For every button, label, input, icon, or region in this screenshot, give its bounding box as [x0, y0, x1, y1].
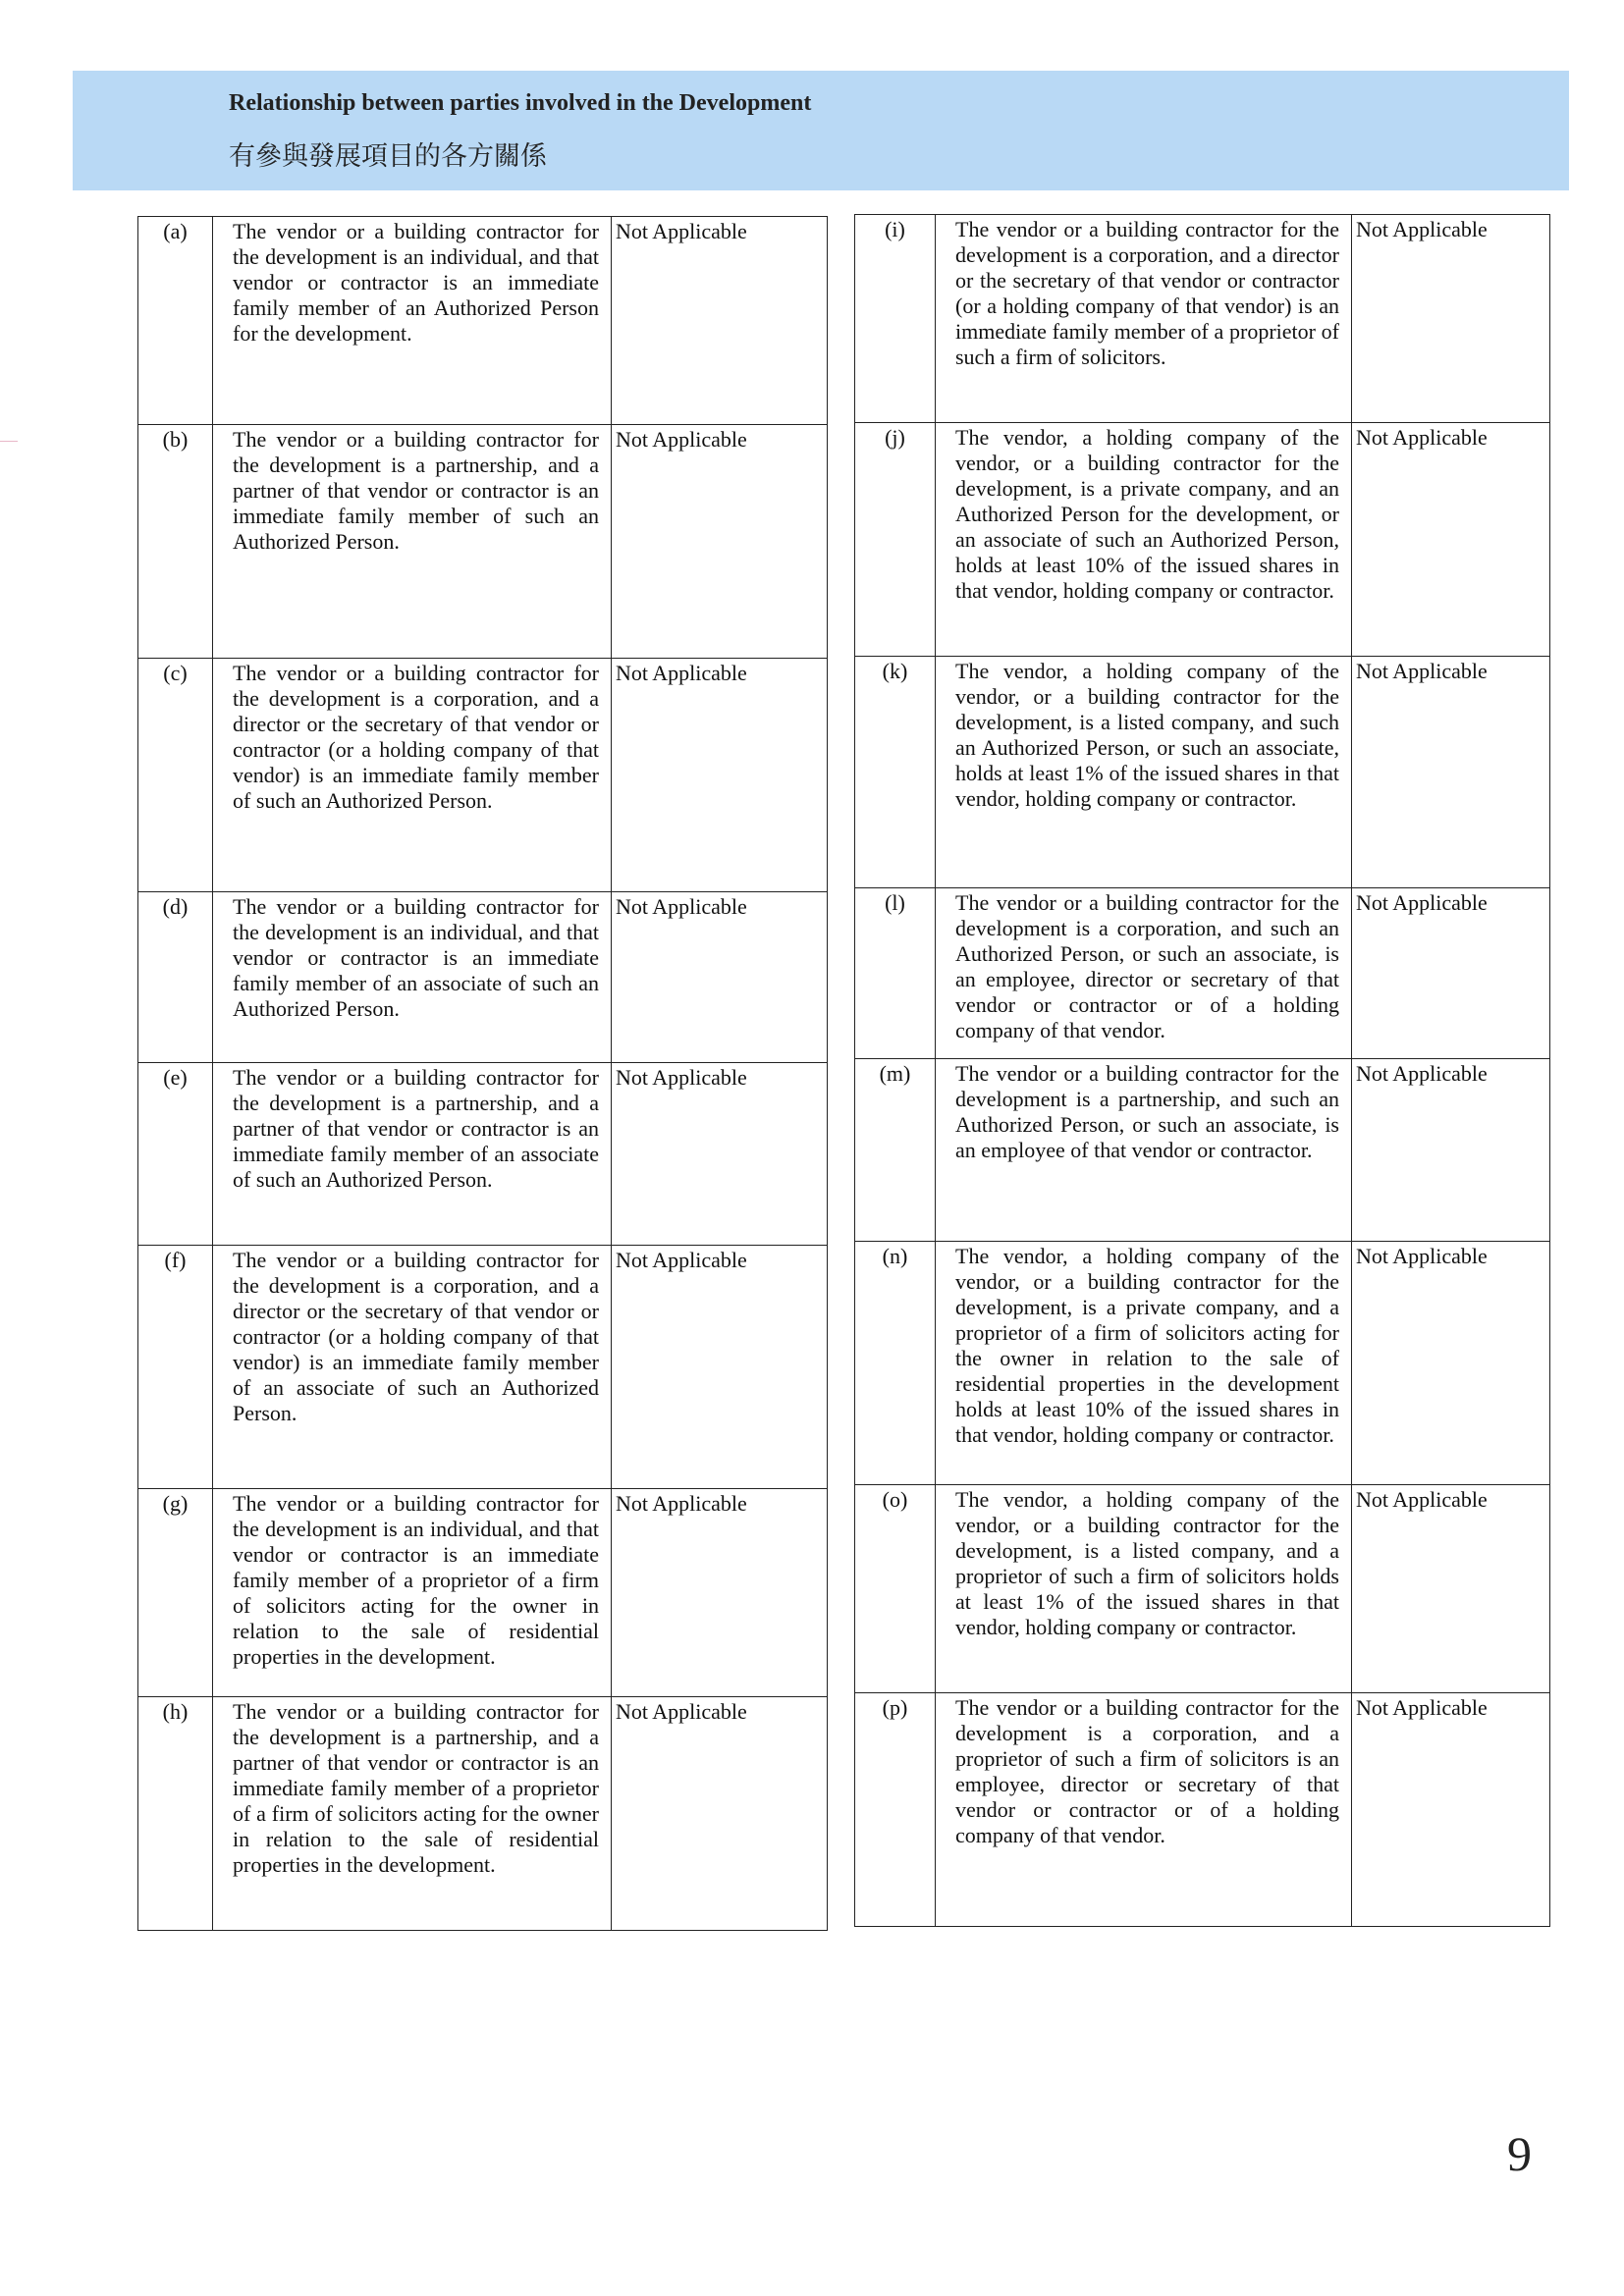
row-description: The vendor or a building contractor for the development is a partnership, and a partner of that vendor or contractor is an immediate family member of such an Authorized Person. — [213, 425, 612, 659]
table-row — [138, 1246, 828, 1489]
row-status: Not Applicable — [1352, 215, 1550, 423]
row-status: Not Applicable — [1352, 657, 1550, 888]
table-row — [138, 1489, 828, 1697]
table-row — [855, 657, 1550, 888]
row-status: Not Applicable — [612, 892, 828, 1063]
row-description: The vendor or a building contractor for the development is a corporation, and a director or the secretary of that vendor or contractor (or a holding company of that vendor) is an immediate family member of such an Authorized Person. — [213, 659, 612, 892]
row-status: Not Applicable — [612, 1489, 828, 1697]
table-row — [138, 425, 828, 659]
row-description: The vendor, a holding company of the vendor, or a building contractor for the development, is a listed company, and a proprietor of such a firm of solicitors holds at least 1% of the issued shares in that vendor, holding company or contractor. — [936, 1485, 1352, 1693]
row-label: (i) — [855, 215, 936, 423]
row-description: The vendor, a holding company of the vendor, or a building contractor for the development, is a listed company, and such an Authorized Person, or such an associate, holds at least 1% of the issued shares in that vendor, holding company or contractor. — [936, 657, 1352, 888]
row-label: (d) — [138, 892, 213, 1063]
row-label: (h) — [138, 1697, 213, 1931]
table-row — [855, 1059, 1550, 1242]
row-label: (n) — [855, 1242, 936, 1485]
table-row — [855, 1242, 1550, 1485]
row-status: Not Applicable — [1352, 1693, 1550, 1927]
row-label: (g) — [138, 1489, 213, 1697]
row-description: The vendor or a building contractor for the development is a corporation, and a director or the secretary of that vendor or contractor (or a holding company of that vendor) is an immediate family member of an associate of such an Authorized Person. — [213, 1246, 612, 1489]
row-label: (p) — [855, 1693, 936, 1927]
row-label: (e) — [138, 1063, 213, 1246]
row-status: Not Applicable — [612, 217, 828, 425]
row-label: (c) — [138, 659, 213, 892]
row-description: The vendor, a holding company of the vendor, or a building contractor for the development, is a private company, and a proprietor of a firm of solicitors acting for the owner in relation to the sale of residential properties in the development holds at least 10% of the issued shares in that vendor, holding company or contractor. — [936, 1242, 1352, 1485]
left-relationship-table — [137, 216, 828, 1931]
table-row — [855, 1693, 1550, 1927]
page-title: Relationship between parties involved in the Development — [229, 90, 812, 116]
table-row — [138, 892, 828, 1063]
table-row — [138, 1063, 828, 1246]
row-description: The vendor or a building contractor for the development is an individual, and that vendor or contractor is an immediate family member of an associate of such an Authorized Person. — [213, 892, 612, 1063]
row-status: Not Applicable — [1352, 1485, 1550, 1693]
row-label: (j) — [855, 423, 936, 657]
row-status: Not Applicable — [1352, 1059, 1550, 1242]
table-row — [855, 888, 1550, 1059]
row-description: The vendor, a holding company of the vendor, or a building contractor for the development, is a private company, and an Authorized Person for the development, or an associate of such an Authorized Person, holds at least 10% of the issued shares in that vendor, holding company or contractor. — [936, 423, 1352, 657]
row-description: The vendor or a building contractor for the development is a partnership, and a partner of that vendor or contractor is an immediate family member of a proprietor of a firm of solicitors acting for the owner in relation to the sale of residential properties in the development. — [213, 1697, 612, 1931]
row-label: (b) — [138, 425, 213, 659]
row-description: The vendor or a building contractor for the development is a corporation, and a director or the secretary of that vendor or contractor (or a holding company of that vendor) is an immediate family member of a proprietor of such a firm of solicitors. — [936, 215, 1352, 423]
row-status: Not Applicable — [612, 1246, 828, 1489]
row-description: The vendor or a building contractor for the development is a corporation, and a proprietor of such a firm of solicitors is an employee, director or secretary of that vendor or contractor or of a holding company of that vendor. — [936, 1693, 1352, 1927]
row-label: (m) — [855, 1059, 936, 1242]
row-label: (o) — [855, 1485, 936, 1693]
table-row — [138, 659, 828, 892]
row-status: Not Applicable — [612, 1697, 828, 1931]
row-description: The vendor or a building contractor for the development is an individual, and that vendor or contractor is an immediate family member of a proprietor of a firm of solicitors acting for the owner in relation to the sale of residential properties in the development. — [213, 1489, 612, 1697]
row-status: Not Applicable — [612, 1063, 828, 1246]
row-label: (l) — [855, 888, 936, 1059]
right-relationship-table — [854, 214, 1550, 1927]
table-row — [855, 423, 1550, 657]
page-title-chinese: 有參與發展項目的各方關係 — [229, 141, 547, 172]
row-description: The vendor or a building contractor for the development is a corporation, and such an Authorized Person, or such an associate, is an employee, director or secretary of that vendor or contractor or of a holding company of that vendor. — [936, 888, 1352, 1059]
row-status: Not Applicable — [612, 425, 828, 659]
table-row — [855, 215, 1550, 423]
table-row — [138, 1697, 828, 1931]
row-status: Not Applicable — [1352, 423, 1550, 657]
margin-mark — [0, 441, 18, 442]
row-status: Not Applicable — [1352, 888, 1550, 1059]
row-label: (f) — [138, 1246, 213, 1489]
table-row — [855, 1485, 1550, 1693]
table-row — [138, 217, 828, 425]
row-description: The vendor or a building contractor for the development is a partnership, and such an Authorized Person, or such an associate, is an employee of that vendor or contractor. — [936, 1059, 1352, 1242]
page-number: 9 — [1507, 2126, 1532, 2181]
row-label: (k) — [855, 657, 936, 888]
row-description: The vendor or a building contractor for the development is a partnership, and a partner of that vendor or contractor is an immediate family member of an associate of such an Authorized Person. — [213, 1063, 612, 1246]
row-label: (a) — [138, 217, 213, 425]
row-status: Not Applicable — [612, 659, 828, 892]
row-description: The vendor or a building contractor for the development is an individual, and that vendor or contractor is an immediate family member of an Authorized Person for the development. — [213, 217, 612, 425]
row-status: Not Applicable — [1352, 1242, 1550, 1485]
